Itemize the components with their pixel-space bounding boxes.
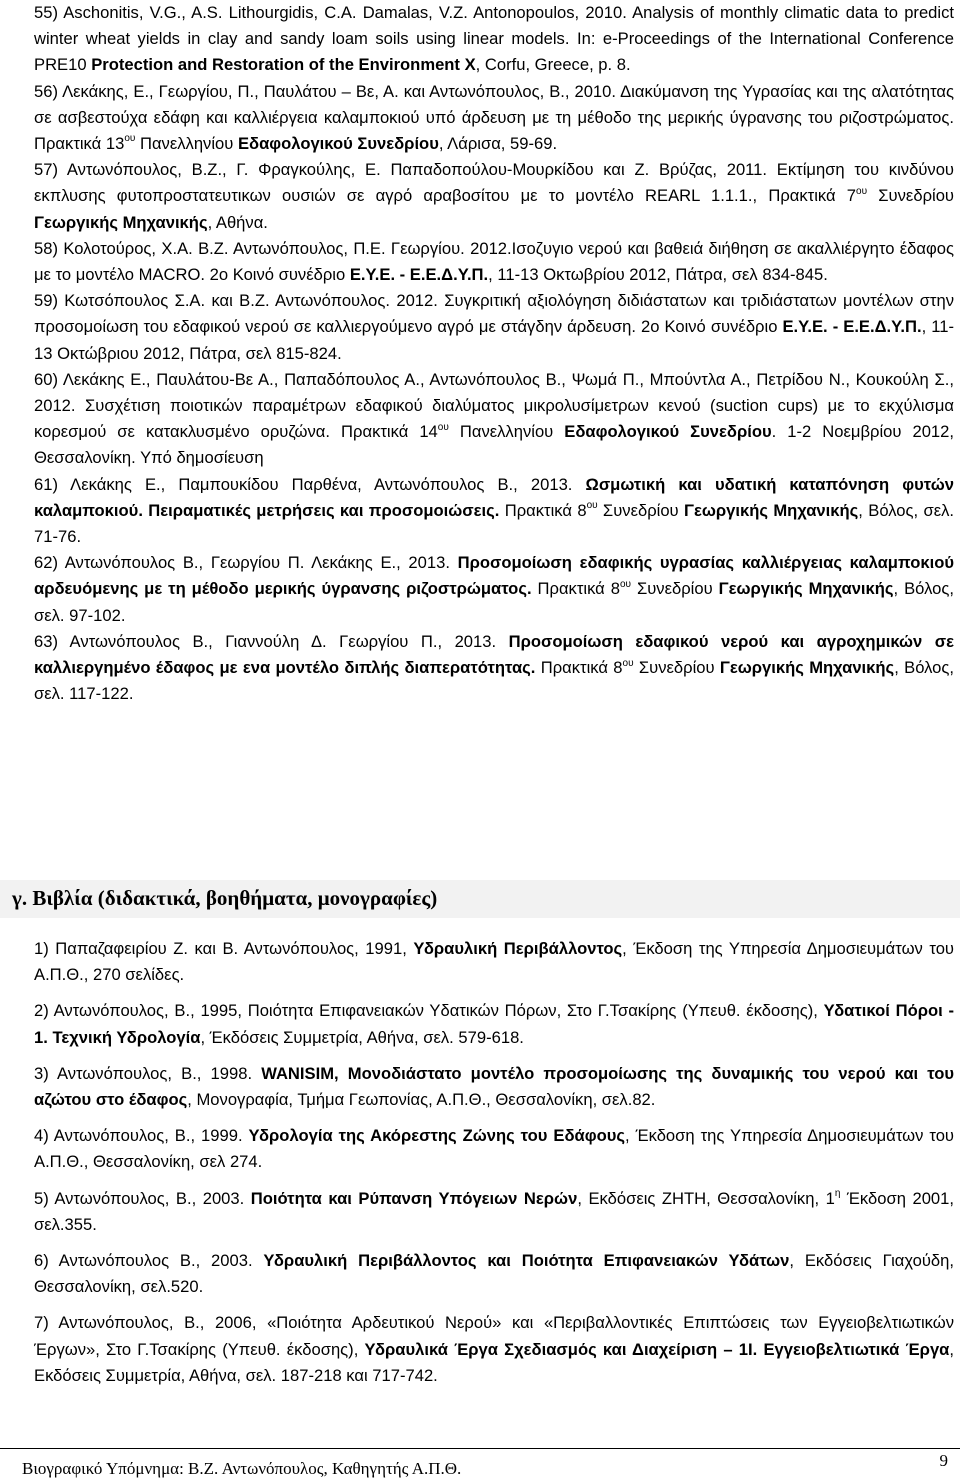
bold-segment: Γεωργικής Μηχανικής xyxy=(719,658,895,678)
bold-segment: Γεωργικής Μηχανικής xyxy=(718,579,894,599)
bold-segment: Ε.Υ.Ε. - Ε.Ε.Δ.Υ.Π. xyxy=(782,317,922,337)
page-number: 9 xyxy=(939,1451,948,1470)
text-segment: 59) Κωτσόπουλος Σ.Α. και Β.Ζ. Αντωνόπουλος. 2012. Συγκριτική αξιολόγηση διδιάστατων και τριδιάστατων μοντέλων στην προσομοίωση του εδαφικού νερού σε καλλιεργούμενο αγρό με στάγδην άρδευση. 2ο Κοινό συνέδριο xyxy=(34,291,954,337)
text-segment: 3) Αντωνόπουλος, Β., 1998. xyxy=(34,1063,262,1083)
text-segment: , Εκδόσεις ΖΗΤΗ, Θεσσαλονίκη, 1 xyxy=(577,1188,835,1208)
bold-segment: Υδατικοί Πόροι - 1. Τεχνική Υδρολογία xyxy=(34,1001,955,1047)
text-segment: 55) Aschonitis, V.G., A.S. Lithourgidis, C.A. Damalas, V.Z. Antonopoulos, 2010. Analysis of monthly climatic data to predict winter wheat yields in clay and sandy loam soils using linear models. In: e-Proceedings of the International Conference PRE10 xyxy=(34,3,954,75)
bold-segment: Προσομοίωση εδαφικής υγρασίας καλλιέργειας καλαμποκιού αρδευόμενης με τη μέθοδο μερικής ύγρανσης ριζοστρώματος. xyxy=(34,553,954,599)
section-heading: γ. Βιβλία (διδακτικά, βοηθήματα, μονογραφίες) xyxy=(12,886,438,910)
text-segment: 2) Αντωνόπουλος, Β., 1995, Ποιότητα Επιφανειακών Υδατικών Πόρων, Στο Γ.Τσακίρης (Υπευθ. έκδοσης), xyxy=(34,1001,824,1021)
text-segment: 56) Λεκάκης, Ε., Γεωργίου, Π., Παυλάτου – Βε, Α. και Αντωνόπουλος, Β., 2010. Διακύμανση της Υγρασίας και της αλατότητας σε ασβεστούχα εδάφη και καλλιέργεια καλαμποκιού υπό άρδευση με τη μέθοδο της μερικής ύγρανσης του ριζοστρώματος. Πρακτικά 13 xyxy=(34,81,954,154)
reference-57 xyxy=(34,157,954,236)
book-references xyxy=(34,936,954,1389)
reference-61 xyxy=(34,472,954,551)
text-segment: , 11-13 Οκτωβρίου 2012, Πάτρα, σελ 834-845. xyxy=(488,265,828,285)
ordinal-superscript: ου xyxy=(622,657,634,669)
text-segment: Πρακτικά 8 xyxy=(535,658,623,678)
text-segment: Πανελληνίου xyxy=(448,422,565,442)
bold-segment: Προσομοίωση εδαφικού νερού και αγροχημικών σε καλλιεργημένο έδαφος με ενα μοντέλο διπλής διαπερατότητας. xyxy=(34,631,954,678)
book-reference-7 xyxy=(34,1310,954,1389)
book-reference-3 xyxy=(34,1061,954,1113)
text-segment: Πανελληνίου xyxy=(135,134,238,154)
journal-references xyxy=(34,0,954,707)
text-segment: 60) Λεκάκης Ε., Παυλάτου-Βε Α., Παπαδόπουλος Α., Αντωνόπουλος Β., Ψωμά Π., Μπούντλα Α., Πετρίδου Ν., Κουκούλη Σ., 2012. Συσχέτιση ποιοτικών παραμέτρων εδαφικού διαλύματος μικρολυσίμετρων κενού (suction cups) με το εκχύλισμα κορεσμού σε κατακλυσμένο ορυζώνα. Πρακτικά 14 xyxy=(34,369,954,442)
bold-segment: Ποιότητα και Ρύπανση Υπόγειων Νερών xyxy=(250,1188,578,1208)
footer-text: Βιογραφικό Υπόμνημα: Β.Ζ. Αντωνόπουλος, Καθηγητής Α.Π.Θ. xyxy=(22,1459,462,1478)
ordinal-superscript: ου xyxy=(586,500,598,512)
book-reference-1 xyxy=(34,936,954,988)
text-segment: , Εκδόσεις Συμμετρία, Αθήνα, σελ. 187-218 και 717-742. xyxy=(34,1339,955,1385)
text-segment: , Μονογραφία, Τμήμα Γεωπονίας, Α.Π.Θ., Θεσσαλονίκη, σελ.82. xyxy=(187,1090,656,1110)
text-segment: Συνεδρίου xyxy=(633,658,720,678)
bold-segment: Υδραυλική Περιβάλλοντος και Ποιότητα Επιφανειακών Υδάτων xyxy=(263,1251,790,1271)
text-segment: , Αθήνα. xyxy=(207,212,268,232)
bold-segment: Protection and Restoration of the Environment X xyxy=(91,55,476,75)
text-segment: 62) Αντωνόπουλος Β., Γεωργίου Π. Λεκάκης Ε., 2013. xyxy=(34,553,458,573)
ordinal-superscript: ου xyxy=(437,421,449,433)
text-segment: , Έκδοση της Υπηρεσία Δημοσιευμάτων του Α.Π.Θ., 270 σελίδες. xyxy=(34,939,954,985)
text-segment: Συνεδρίου xyxy=(597,500,684,520)
reference-63 xyxy=(34,629,954,708)
text-segment: 61) Λεκάκης Ε., Παμπουκίδου Παρθένα, Αντωνόπουλος Β., 2013. xyxy=(34,474,586,494)
ordinal-superscript: ου xyxy=(856,185,868,197)
bold-segment: Γεωργικής Μηχανικής xyxy=(683,500,859,520)
page-footer xyxy=(0,1448,960,1484)
ordinal-superscript: η xyxy=(834,1188,841,1200)
text-segment: 7) Αντωνόπουλος, Β., 2006, «Ποιότητα Αρδευτικού Νερού» και «Περιβαλλοντικές Επιπτώσεις των Εγγειοβελτιωτικών Έργων», Στο Γ.Τσακίρης (Υπευθ. έκδοσης), xyxy=(34,1313,954,1359)
bold-segment: Υδραυλική Περιβάλλοντος xyxy=(413,939,623,958)
text-segment: , Βόλος, σελ. 117-122. xyxy=(34,658,954,704)
bold-segment: Εδαφολογικού Συνεδρίου xyxy=(564,422,772,442)
book-reference-2 xyxy=(34,998,954,1050)
text-segment: , Βόλος, σελ. 97-102. xyxy=(34,579,954,625)
reference-60 xyxy=(34,367,954,472)
text-segment: 4) Αντωνόπουλος, Β., 1999. xyxy=(34,1126,249,1146)
text-segment: Έκδοση 2001, σελ.355. xyxy=(34,1188,955,1234)
bold-segment: Ωσμωτική και υδατική καταπόνηση φυτών καλαμποκιού. Πειραματικές μετρήσεις και προσομοιώσεις. xyxy=(34,474,954,520)
bold-segment: Γεωργικής Μηχανικής xyxy=(34,212,208,232)
bold-segment: WANISIM, Μονοδιάστατο μοντέλο προσομοίωσης της δυναμικής του νερού και του αζώτου στο έδαφος xyxy=(34,1063,955,1110)
book-reference-6 xyxy=(34,1248,954,1300)
text-segment: Συνεδρίου xyxy=(867,186,954,206)
text-segment: 57) Αντωνόπουλος, Β.Ζ., Γ. Φραγκούλης, Ε. Παπαδοπούλου-Μουρκίδου και Ζ. Βρύζας, 2011. Εκτίμηση του κινδύνου εκπλυσης φυτοπροστατευτικων ουσιών σε αγρό αραβοσίτου με το μοντέλο REARL 1.1.1., Πρακτικά 7 xyxy=(34,160,954,206)
reference-58 xyxy=(34,236,954,288)
text-segment: , Εκδόσεις Γιαχούδη, Θεσσαλονίκη, σελ.520. xyxy=(34,1251,954,1297)
text-segment: , Corfu, Greece, p. 8. xyxy=(475,55,631,75)
text-segment: 5) Αντωνόπουλος, Β., 2003. xyxy=(34,1188,251,1208)
text-segment: Συνεδρίου xyxy=(631,579,719,599)
bold-segment: Εδαφολογικού Συνεδρίου xyxy=(237,134,439,154)
text-segment: , 11-13 Οκτώβριου 2012, Πάτρα, σελ 815-824. xyxy=(34,317,954,363)
reference-59 xyxy=(34,288,954,367)
reference-56 xyxy=(34,79,954,158)
text-segment: Πρακτικά 8 xyxy=(499,500,587,520)
text-segment: , Λάρισα, 59-69. xyxy=(438,134,558,154)
book-reference-4 xyxy=(34,1123,954,1175)
text-segment: Πρακτικά 8 xyxy=(531,579,620,599)
reference-62 xyxy=(34,550,954,629)
text-segment: 6) Αντωνόπουλος Β., 2003. xyxy=(34,1251,264,1271)
book-reference-5 xyxy=(34,1186,954,1238)
text-segment: 63) Αντωνόπουλος Β., Γιαννούλη Δ. Γεωργίου Π., 2013. xyxy=(34,631,509,651)
bold-segment: Υδραυλικά Έργα Σχεδιασμός και Διαχείριση – 1Ι. Εγγειοβελτιωτικά Έργα xyxy=(364,1339,950,1359)
text-segment: , Βόλος, σελ. 71-76. xyxy=(34,500,955,547)
text-segment: , Έκδοση της Υπηρεσία Δημοσιευμάτων του Α.Π.Θ., Θεσσαλονίκη, σελ 274. xyxy=(34,1126,954,1172)
ordinal-superscript: ου xyxy=(619,578,631,590)
bold-segment: Ε.Υ.Ε. - Ε.Ε.Δ.Υ.Π. xyxy=(349,265,489,285)
text-segment: . 1-2 Νοεμβρίου 2012, Θεσσαλονίκη. Υπό δημοσίευση xyxy=(34,422,954,468)
text-segment: , Έκδόσεις Συμμετρία, Αθήνα, σελ. 579-618. xyxy=(200,1027,524,1047)
bold-segment: Υδρολογία της Ακόρεστης Ζώνης του Εδάφους xyxy=(248,1126,626,1146)
text-segment: 58) Κολοτούρος, Χ.Α. Β.Ζ. Αντωνόπουλος, Π.Ε. Γεωργίου. 2012.Ισοζυγιο νερού και βαθειά διήθηση σε ακαλλιέργητο έδαφος με το μοντέλο MACRO. 2ο Κοινό συνέδριο xyxy=(34,238,954,285)
reference-55 xyxy=(34,0,954,79)
text-segment: 1) Παπαζαφειρίου Ζ. και Β. Αντωνόπουλος, 1991, xyxy=(34,939,414,958)
ordinal-superscript: ου xyxy=(124,133,136,145)
